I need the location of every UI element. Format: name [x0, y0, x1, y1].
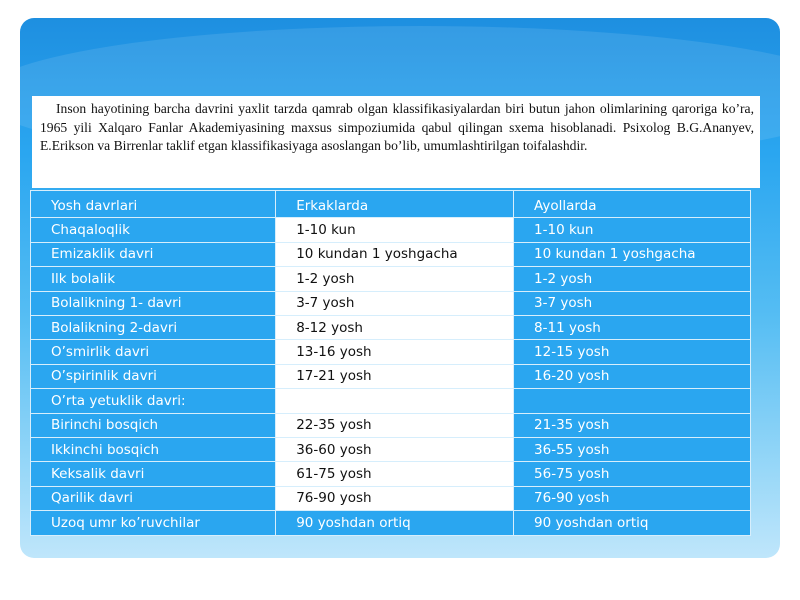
- women-cell: 90 yoshdan ortiq: [514, 511, 751, 536]
- table-row: [31, 486, 751, 510]
- table-row: [31, 242, 751, 266]
- age-periods-table: [30, 190, 751, 536]
- women-cell: 1-10 kun: [514, 218, 751, 242]
- men-cell: 17-21 yosh: [276, 364, 514, 388]
- men-cell: [276, 389, 514, 413]
- women-cell: 76-90 yosh: [514, 486, 751, 510]
- men-cell: 90 yoshdan ortiq: [276, 511, 514, 536]
- men-cell: 1-10 kun: [276, 218, 514, 242]
- table-header-row: [31, 191, 751, 218]
- table-row: [31, 291, 751, 315]
- women-cell: [514, 389, 751, 413]
- table-row: [31, 389, 751, 413]
- table-row: [31, 315, 751, 339]
- women-cell: 10 kundan 1 yoshgacha: [514, 242, 751, 266]
- men-cell: 76-90 yosh: [276, 486, 514, 510]
- table-row: [31, 511, 751, 536]
- table-row: [31, 364, 751, 388]
- women-cell: 1-2 yosh: [514, 267, 751, 291]
- table-row: [31, 462, 751, 486]
- period-cell: Ikkinchi bosqich: [31, 437, 276, 461]
- period-cell: O’rta yetuklik davri:: [31, 389, 276, 413]
- men-cell: 1-2 yosh: [276, 267, 514, 291]
- men-cell: 36-60 yosh: [276, 437, 514, 461]
- women-cell: 3-7 yosh: [514, 291, 751, 315]
- period-cell: Chaqaloqlik: [31, 218, 276, 242]
- period-cell: Uzoq umr ko’ruvchilar: [31, 511, 276, 536]
- table-row: [31, 413, 751, 437]
- men-cell: 8-12 yosh: [276, 315, 514, 339]
- period-cell: Qarilik davri: [31, 486, 276, 510]
- period-cell: O’smirlik davri: [31, 340, 276, 364]
- period-cell: O’spirinlik davri: [31, 364, 276, 388]
- table-row: [31, 267, 751, 291]
- women-cell: 8-11 yosh: [514, 315, 751, 339]
- period-cell: Keksalik davri: [31, 462, 276, 486]
- women-cell: 12-15 yosh: [514, 340, 751, 364]
- women-cell: 36-55 yosh: [514, 437, 751, 461]
- women-cell: 16-20 yosh: [514, 364, 751, 388]
- header-men: Erkaklarda: [276, 191, 514, 218]
- men-cell: 22-35 yosh: [276, 413, 514, 437]
- men-cell: 3-7 yosh: [276, 291, 514, 315]
- intro-paragraph: Inson hayotining barcha davrini yaxlit tarzda qamrab olgan klassifikasiyalardan biri butun jahon olimlarining qaroriga ko’ra, 1965 yili Xalqaro Fanlar Akademiyasining maxsus simpoziumida qabul qilingan sxema hisoblanadi. Psixolog B.G.Ananyev, E.Erikson va Birrenlar taklif etgan klassifikasiyaga asoslangan bo’lib, umumlashtirilgan toifalashdir.: [32, 96, 760, 188]
- table-row: [31, 218, 751, 242]
- period-cell: Ilk bolalik: [31, 267, 276, 291]
- men-cell: 10 kundan 1 yoshgacha: [276, 242, 514, 266]
- men-cell: 13-16 yosh: [276, 340, 514, 364]
- table-row: [31, 340, 751, 364]
- period-cell: Bolalikning 2-davri: [31, 315, 276, 339]
- table-row: [31, 437, 751, 461]
- header-age-periods: Yosh davrlari: [31, 191, 276, 218]
- slide-background: [20, 18, 780, 558]
- header-women: Ayollarda: [514, 191, 751, 218]
- period-cell: Bolalikning 1- davri: [31, 291, 276, 315]
- period-cell: Emizaklik davri: [31, 242, 276, 266]
- women-cell: 21-35 yosh: [514, 413, 751, 437]
- men-cell: 61-75 yosh: [276, 462, 514, 486]
- women-cell: 56-75 yosh: [514, 462, 751, 486]
- period-cell: Birinchi bosqich: [31, 413, 276, 437]
